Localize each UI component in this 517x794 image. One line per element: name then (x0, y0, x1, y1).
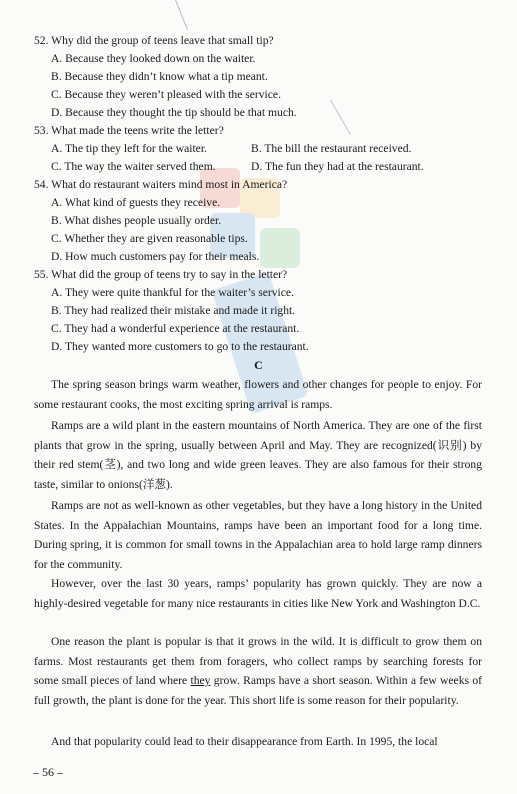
passage-paragraph: The spring season brings warm weather, flowers and other changes for people to enjoy. For some restaurant cooks, the most exciting spring arrival is ramps. (34, 378, 482, 411)
scan-mark (330, 100, 351, 135)
section-label: C (254, 358, 263, 372)
answer-option: C. The way the waiter served them. (51, 160, 216, 173)
paragraph-text: One reason the plant is popular is that it grows in the wild. It is difficult to grow them on farms. Most restaurants get them from foragers, who collect ramps by searching forests for some small pieces of land where (34, 635, 482, 688)
answer-option: C. Whether they are given reasonable tips. (51, 232, 248, 245)
answer-option: B. Because they didn’t know what a tip meant. (51, 70, 268, 83)
answer-option: D. The fun they had at the restaurant. (251, 160, 424, 173)
answer-option: B. What dishes people usually order. (51, 214, 222, 227)
answer-option: D. They wanted more customers to go to the restaurant. (51, 340, 309, 353)
scan-mark (175, 0, 188, 30)
answer-option: A. The tip they left for the waiter. (51, 142, 207, 155)
answer-option: A. They were quite thankful for the waiter’s service. (51, 286, 294, 299)
question-stem: 53. What made the teens write the letter? (34, 124, 224, 137)
question-stem: 52. Why did the group of teens leave that small tip? (34, 34, 274, 47)
passage-paragraph: And that popularity could lead to their disappearance from Earth. In 1995, the local (51, 735, 438, 748)
passage-paragraph (34, 632, 482, 710)
underlined-word: they (190, 674, 211, 688)
passage-paragraph: However, over the last 30 years, ramps’ popularity has grown quickly. They are now a highly-desired vegetable for many nice restaurants in cities like New York and Washington D.C. (34, 577, 482, 610)
answer-option: D. How much customers pay for their meals. (51, 250, 260, 263)
answer-option: C. They had a wonderful experience at the restaurant. (51, 322, 300, 335)
answer-option: D. Because they thought the tip should be that much. (51, 106, 297, 119)
passage-paragraph: Ramps are a wild plant in the eastern mountains of North America. They are one of the first plants that grow in the spring, usually between April and May. They are recognized(识别) by their red stem(茎), and two long and wide green leaves. They are also famous for their strong taste, similar to onions(洋葱). (34, 419, 482, 491)
answer-option: A. What kind of guests they receive. (51, 196, 221, 209)
question-stem: 54. What do restaurant waiters mind most in America? (34, 178, 288, 191)
passage-paragraph: Ramps are not as well-known as other vegetables, but they have a long history in the United States. In the Appalachian Mountains, ramps have been an important food for a long time. During spring, it is common for small towns in the Appalachian area to hold large ramp dinners for the community. (34, 499, 482, 571)
answer-option: B. They had realized their mistake and made it right. (51, 304, 296, 317)
answer-option: A. Because they looked down on the waiter. (51, 52, 256, 65)
answer-option: B. The bill the restaurant received. (251, 142, 412, 155)
paragraph-text: grow. Ramps have a short season. Within a few weeks of full growth, the plant is done for the year. This short life is some reason for their popularity. (34, 674, 482, 707)
answer-option: C. Because they weren’t pleased with the service. (51, 88, 281, 101)
page-number: – 56 – (33, 765, 63, 779)
question-stem: 55. What did the group of teens try to say in the letter? (34, 268, 288, 281)
